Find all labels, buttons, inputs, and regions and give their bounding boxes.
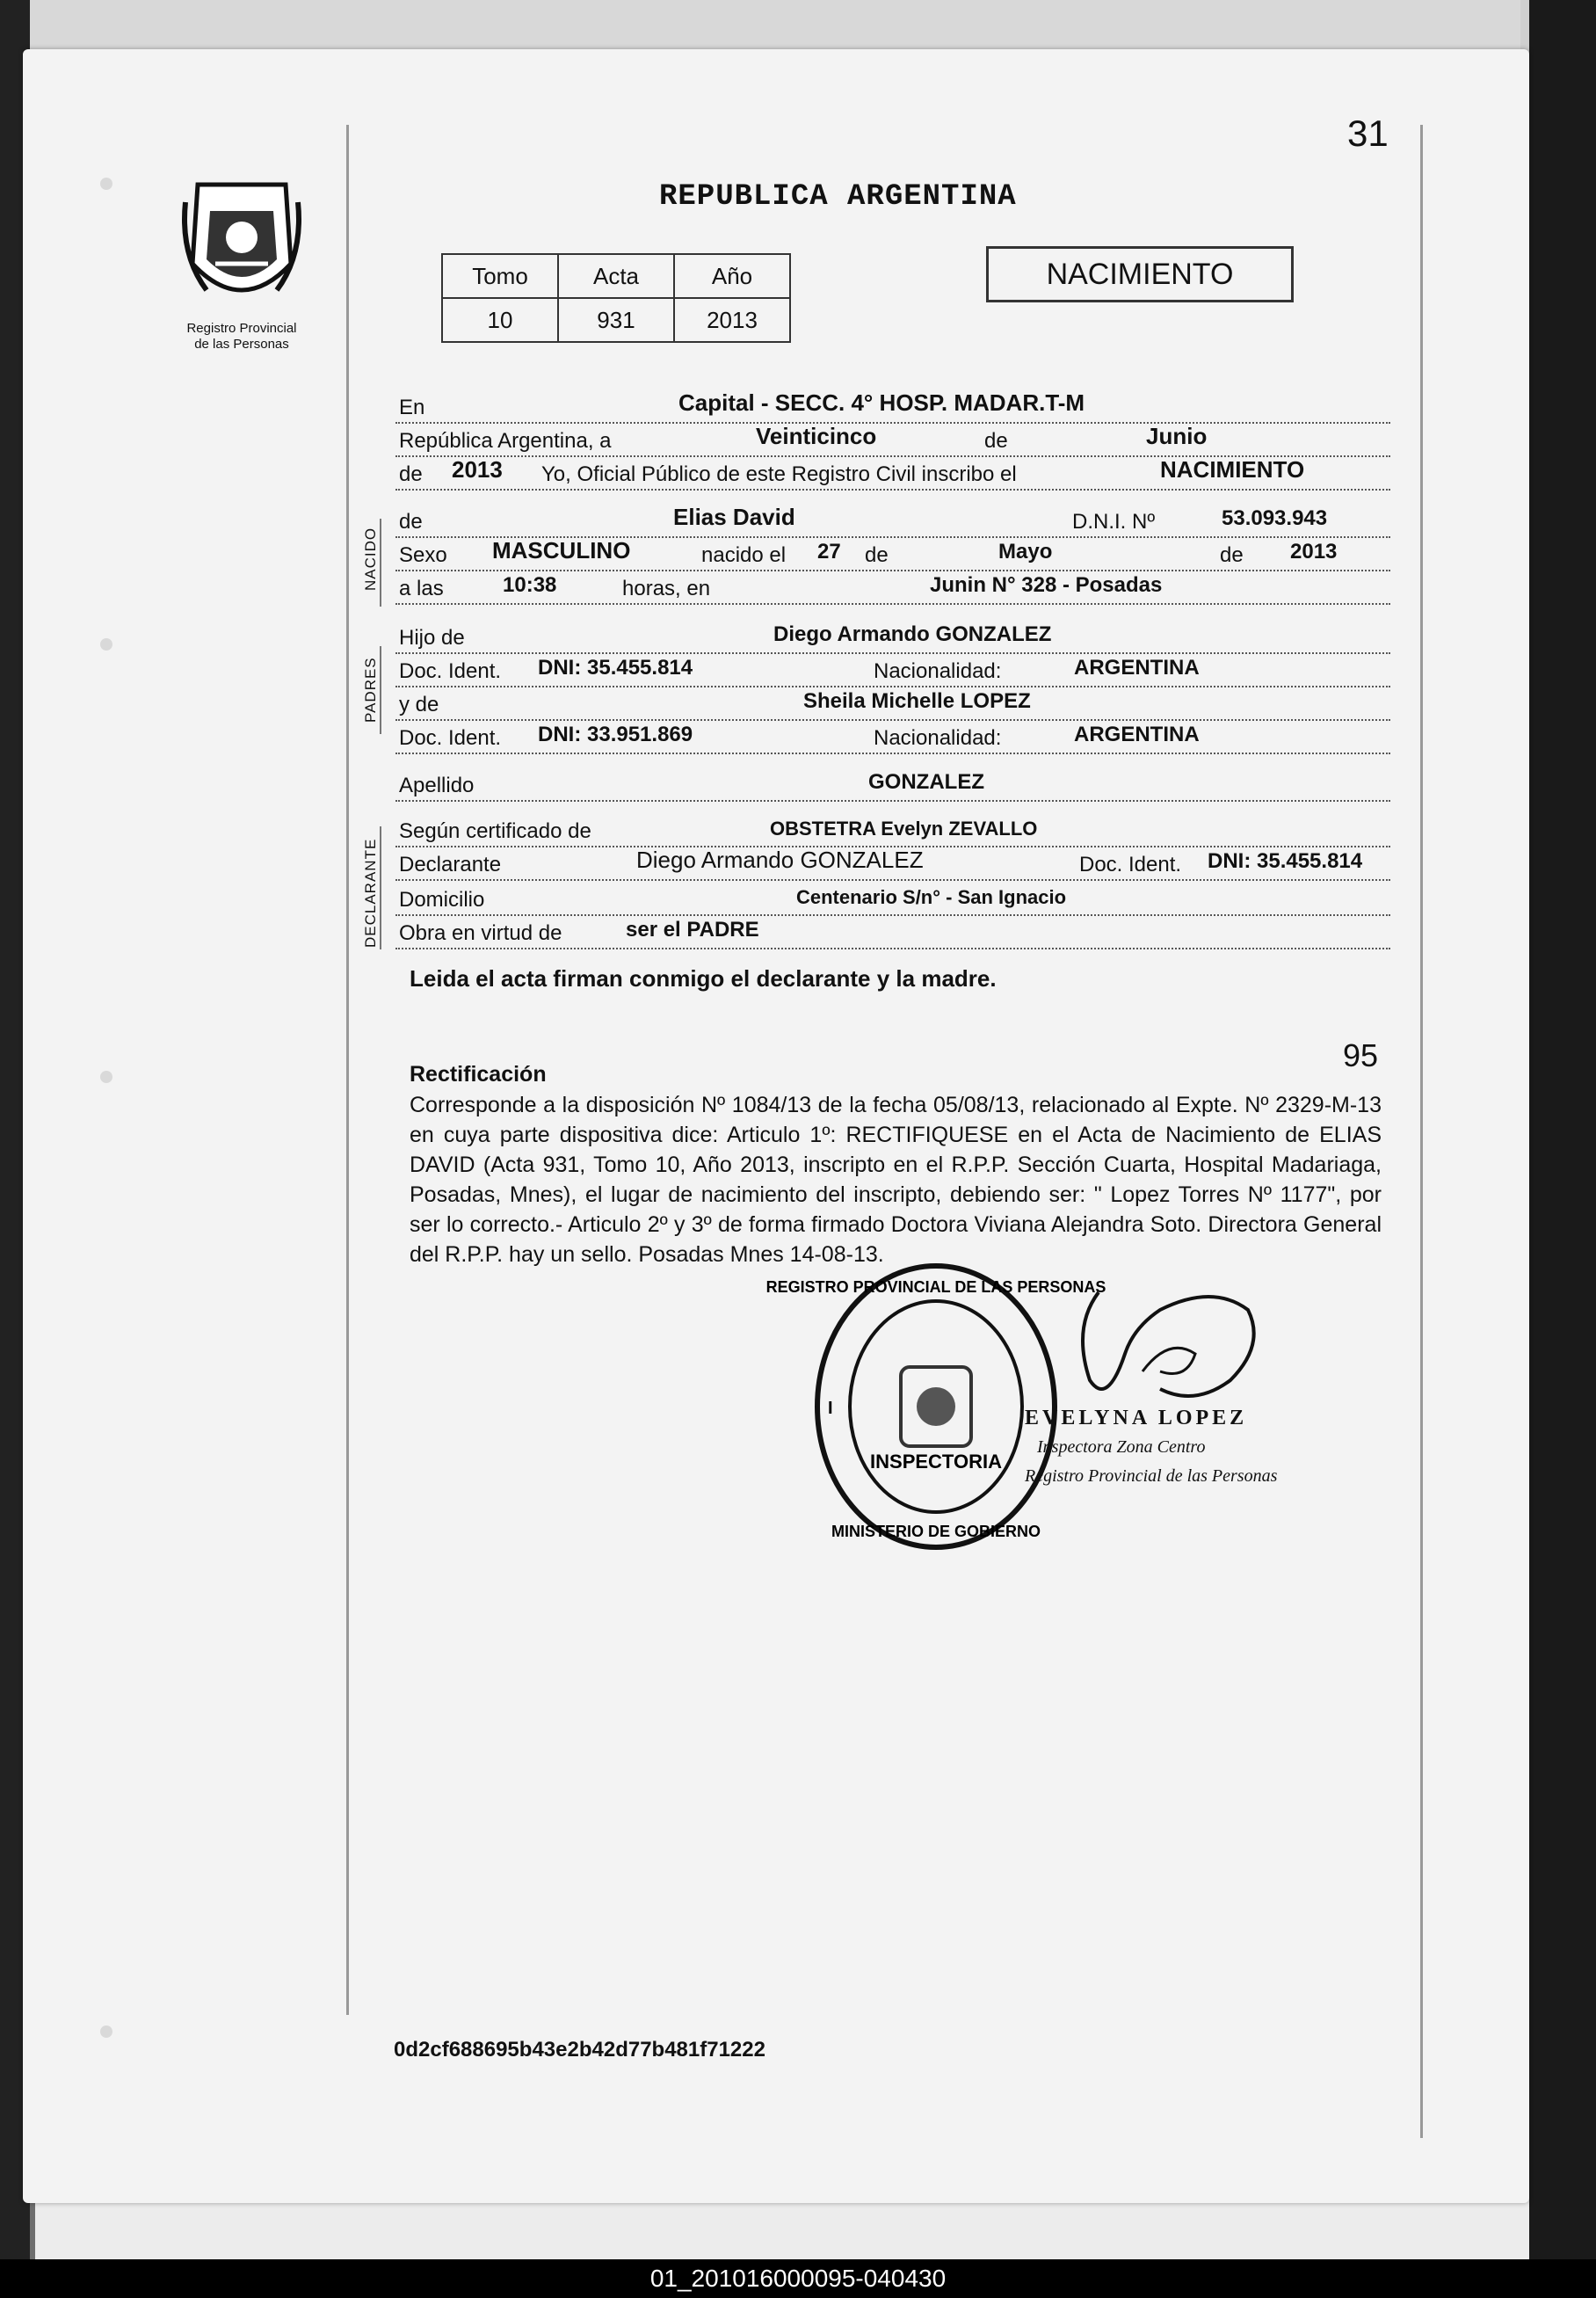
- stamp-top-text: REGISTRO PROVINCIAL DE LAS PERSONAS: [765, 1278, 1106, 1296]
- form-row-inscribo: [395, 457, 1390, 491]
- form-row-hijo: [395, 621, 1390, 654]
- punch-hole: [100, 178, 112, 190]
- inscribo-label: Yo, Oficial Público de este Registro Civil inscribo el: [541, 462, 1020, 487]
- record-table-header-row: [442, 254, 790, 298]
- nombre-value: Elias David: [673, 504, 795, 530]
- record-table-header: Año: [674, 254, 790, 298]
- rectificacion-number: 95: [1343, 1037, 1379, 1073]
- rectificacion-body: Corresponde a la disposición Nº 1084/13 de la fecha 05/08/13, relacionado al Expte. Nº 2329-M-13 en cuya parte dispositiva dice: Articulo 1º: RECTIFIQUESE en el Acta de Nacimiento de ELIAS DAVID (Acta 931, Tomo 10, Año 2013, inscripto en el R.P.P. Sección Cuarta, Hospital Madariaga, Posadas, Mnes), el lugar de nacimiento del inscripto, debiendo ser: " Lopez Torres Nº 1177", por ser lo correcto.- Articulo 2º y 3º de forma firmado Doctora Viviana Alejandra Soto. Directora General del R.P.P. hay un sello. Posadas Mnes 14-08-13.: [410, 1093, 1382, 1267]
- declarante-label: Declarante: [399, 853, 504, 877]
- dni-label: D.N.I. Nº: [1072, 510, 1158, 535]
- doc1-value: DNI: 35.455.814: [538, 656, 693, 680]
- madre-value: Sheila Michelle LOPEZ: [803, 689, 1031, 713]
- background-top: [0, 0, 1596, 53]
- logo-caption: [163, 321, 321, 353]
- rectificacion-title: Rectificación: [410, 1062, 547, 1087]
- domicilio-value: Centenario S/n° - San Ignacio: [796, 886, 1067, 908]
- declarante-value: Diego Armando GONZALEZ: [636, 847, 924, 873]
- nac1-value: ARGENTINA: [1074, 656, 1200, 680]
- lugar-value: Junin N° 328 - Posadas: [930, 573, 1163, 597]
- stamp-side-mark: I: [828, 1399, 833, 1418]
- padre-value: Diego Armando GONZALEZ: [773, 622, 1052, 646]
- provincia-de-misiones-seal-icon: [180, 176, 303, 316]
- apellido-label: Apellido: [399, 774, 477, 798]
- form-row-nombre: [395, 505, 1390, 538]
- record-table: [441, 253, 791, 343]
- doc2-label: Doc. Ident.: [399, 726, 504, 751]
- sexo-value: MASCULINO: [492, 537, 631, 564]
- signatory-role: Inspectora Zona Centro: [1037, 1437, 1206, 1457]
- form-row-declarante: [395, 847, 1390, 881]
- signatory-name: EVELYNA LOPEZ: [1025, 1407, 1248, 1429]
- record-table-header: Acta: [558, 254, 674, 298]
- doc2-value: DNI: 33.951.869: [538, 723, 693, 746]
- de-label-2: de: [399, 462, 426, 487]
- nacido-label: nacido el: [701, 543, 789, 568]
- margin-line-left: [346, 125, 349, 2015]
- form-row-domicilio: [395, 883, 1390, 916]
- form-row-obra: [395, 916, 1390, 949]
- de-label: de: [984, 429, 1012, 454]
- form-row-apellido: [395, 768, 1390, 802]
- dni-value: 53.093.943: [1222, 506, 1328, 530]
- nac1-label: Nacionalidad:: [874, 659, 1005, 684]
- doc3-value: DNI: 35.455.814: [1208, 849, 1363, 873]
- punch-hole: [100, 2025, 112, 2038]
- form-row-madre: [395, 687, 1390, 721]
- record-table-value-row: [442, 298, 790, 342]
- document-hash: 0d2cf688695b43e2b42d77b481f71222: [394, 2038, 765, 2062]
- en-label: En: [399, 396, 428, 420]
- en-value: Capital - SECC. 4° HOSP. MADAR.T-M: [678, 389, 1085, 416]
- nacido-de-label-2: de: [1220, 543, 1247, 568]
- stamp-center-text: INSPECTORIA: [870, 1451, 1002, 1473]
- form-row-sexo: [395, 538, 1390, 571]
- side-divider: [380, 646, 381, 734]
- side-label-padres: PADRES: [362, 657, 379, 723]
- hijo-label: Hijo de: [399, 626, 468, 651]
- nombre-label: de: [399, 510, 426, 535]
- stamp-bottom-text: MINISTERIO DE GOBIERNO: [831, 1523, 1041, 1540]
- nacido-month: Mayo: [998, 540, 1053, 564]
- form-row-en: [395, 390, 1390, 424]
- form-row-certificado: [395, 814, 1390, 847]
- form-row-doc-padre: [395, 654, 1390, 687]
- doc3-label: Doc. Ident.: [1079, 853, 1185, 877]
- republica-label: República Argentina, a: [399, 429, 615, 454]
- punch-hole: [100, 1071, 112, 1083]
- record-table-value: 2013: [674, 298, 790, 342]
- nac2-value: ARGENTINA: [1074, 723, 1200, 746]
- page-number: 31: [1347, 113, 1389, 154]
- day-value: Veinticinco: [756, 423, 877, 449]
- sexo-label: Sexo: [399, 543, 451, 568]
- month-value: Junio: [1146, 423, 1208, 449]
- form-row-doc-madre: [395, 721, 1390, 754]
- record-table-value: 931: [558, 298, 674, 342]
- side-divider: [380, 826, 381, 949]
- margin-line-right: [1420, 125, 1423, 2138]
- logo-caption-line1: Registro Provincial: [186, 321, 297, 336]
- yde-label: y de: [399, 693, 442, 717]
- record-type-box: NACIMIENTO: [986, 246, 1294, 302]
- logo-caption-line2: de las Personas: [194, 337, 289, 352]
- record-table-value: 10: [442, 298, 558, 342]
- signatory-org: Registro Provincial de las Personas: [1025, 1466, 1278, 1486]
- domicilio-label: Domicilio: [399, 888, 488, 913]
- scan-footer-id: 01_201016000095-040430: [0, 2259, 1596, 2298]
- certificado-value: OBSTETRA Evelyn ZEVALLO: [770, 818, 1038, 840]
- horas-label: horas, en: [622, 577, 714, 601]
- side-label-declarante: DECLARANTE: [362, 838, 379, 948]
- form-row-fecha: [395, 424, 1390, 457]
- year-value: 2013: [452, 456, 503, 483]
- nac2-label: Nacionalidad:: [874, 726, 1005, 751]
- horas-prefix: a las: [399, 577, 447, 601]
- handwritten-signature: [1055, 1275, 1283, 1424]
- inscribo-value: NACIMIENTO: [1160, 456, 1305, 483]
- form-row-horas: [395, 571, 1390, 605]
- leida-statement: Leida el acta firman conmigo el declarante y la madre.: [410, 965, 997, 992]
- side-label-nacido: NACIDO: [362, 527, 379, 591]
- obra-label: Obra en virtud de: [399, 921, 565, 946]
- punch-hole: [100, 638, 112, 651]
- nacido-de-label: de: [865, 543, 892, 568]
- side-divider: [380, 519, 381, 607]
- background-right-edge: [1529, 0, 1596, 2259]
- doc1-label: Doc. Ident.: [399, 659, 504, 684]
- record-table-header: Tomo: [442, 254, 558, 298]
- nacido-year: 2013: [1290, 540, 1338, 564]
- certificado-label: Según certificado de: [399, 819, 595, 844]
- apellido-value: GONZALEZ: [868, 770, 984, 794]
- obra-value: ser el PADRE: [626, 918, 759, 942]
- horas-value: 10:38: [503, 573, 557, 597]
- document-title: REPUBLICA ARGENTINA: [659, 180, 1017, 214]
- nacido-day: 27: [817, 540, 841, 564]
